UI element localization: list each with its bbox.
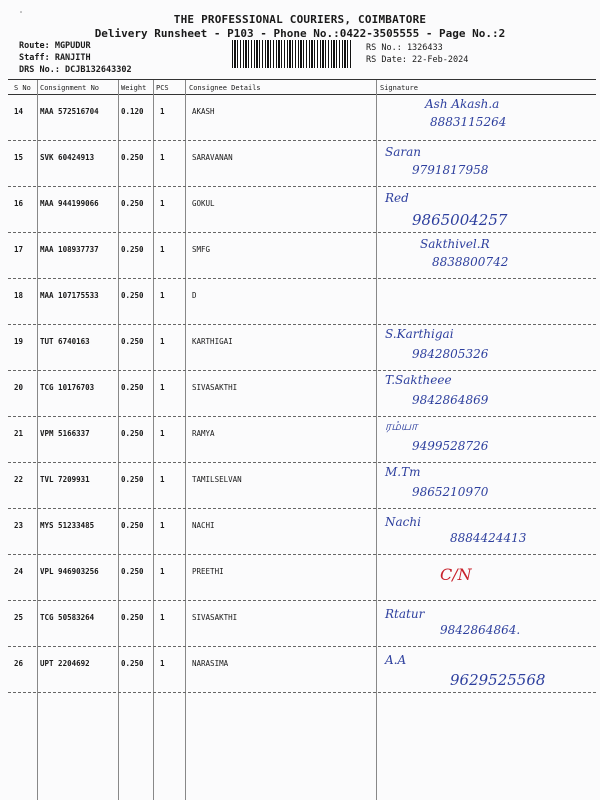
- signature-phone: 9499528726: [412, 439, 489, 453]
- signature-handwriting: Nachi: [385, 515, 421, 529]
- row-weight: 0.250: [121, 521, 144, 530]
- row-consignment: VPL 946903256: [40, 567, 99, 576]
- drs-label: DRS No.: DCJB132643302: [19, 65, 132, 75]
- table-row: [8, 187, 596, 233]
- row-sno: 20: [14, 383, 24, 392]
- row-consignee: RAMYA: [192, 429, 215, 438]
- signature-phone: 9842864869: [412, 393, 489, 407]
- row-pcs: 1: [160, 429, 165, 438]
- table-row: [8, 95, 596, 141]
- signature-handwriting: Sakthivel.R: [420, 237, 490, 251]
- table-row: [8, 555, 596, 601]
- table-row: [8, 325, 596, 371]
- row-weight: 0.250: [121, 153, 144, 162]
- row-pcs: 1: [160, 383, 165, 392]
- row-sno: 14: [14, 107, 24, 116]
- row-weight: 0.250: [121, 429, 144, 438]
- row-pcs: 1: [160, 153, 165, 162]
- signature-phone: 9842864864.: [440, 623, 521, 637]
- row-pcs: 1: [160, 337, 165, 346]
- row-weight: 0.250: [121, 567, 144, 576]
- row-consignee: GOKUL: [192, 199, 215, 208]
- row-consignee: D: [192, 291, 197, 300]
- signature-handwriting: Saran: [385, 145, 421, 159]
- row-separator: [8, 692, 596, 693]
- row-consignment: TCG 10176703: [40, 383, 95, 392]
- row-weight: 0.250: [121, 337, 144, 346]
- row-consignment: MYS 51233485: [40, 521, 95, 530]
- signature-phone: 9629525568: [450, 671, 546, 689]
- header-top-rule: [8, 79, 596, 80]
- company-title: THE PROFESSIONAL COURIERS, COIMBATORE: [173, 13, 427, 26]
- row-sno: 24: [14, 567, 24, 576]
- signature-handwriting: M.Tm: [385, 465, 421, 479]
- signature-handwriting: Red: [385, 191, 409, 205]
- row-sno: 22: [14, 475, 24, 484]
- signature-phone: 8884424413: [450, 531, 527, 545]
- signature-phone: 9842805326: [412, 347, 489, 361]
- row-pcs: 1: [160, 475, 165, 484]
- signature-handwriting: A.A: [385, 653, 407, 667]
- row-pcs: 1: [160, 291, 165, 300]
- row-sno: 16: [14, 199, 24, 208]
- row-pcs: 1: [160, 107, 165, 116]
- table-row: [8, 463, 596, 509]
- row-consignee: PREETHI: [192, 567, 224, 576]
- barcode: [232, 40, 352, 68]
- row-sno: 17: [14, 245, 24, 254]
- row-weight: 0.250: [121, 475, 144, 484]
- row-consignment: MAA 108937737: [40, 245, 99, 254]
- route-label: Route: MGPUDUR: [19, 41, 91, 51]
- row-consignment: TUT 6740163: [40, 337, 90, 346]
- row-sno: 15: [14, 153, 24, 162]
- col-consignment: Consignment No: [40, 84, 100, 92]
- row-weight: 0.250: [121, 291, 144, 300]
- row-consignment: TCG 50583264: [40, 613, 95, 622]
- runsheet-subtitle: Delivery Runsheet - P103 - Phone No.:0422-3505555 - Page No.:2: [94, 27, 506, 40]
- row-consignment: MAA 572516704: [40, 107, 99, 116]
- row-pcs: 1: [160, 567, 165, 576]
- signature-phone: 8838800742: [432, 255, 509, 269]
- corner-mark: ˙: [18, 11, 25, 22]
- row-weight: 0.250: [121, 613, 144, 622]
- signature-handwriting: Ash Akash.a: [425, 97, 500, 111]
- row-sno: 25: [14, 613, 24, 622]
- row-consignee: NARASIMA: [192, 659, 229, 668]
- row-pcs: 1: [160, 245, 165, 254]
- signature-handwriting: S.Karthigai: [385, 327, 454, 341]
- row-weight: 0.250: [121, 659, 144, 668]
- row-weight: 0.250: [121, 383, 144, 392]
- signature-handwriting: ரம்யா: [385, 419, 418, 433]
- col-consignee: Consignee Details: [189, 84, 261, 92]
- row-consignment: TVL 7209931: [40, 475, 90, 484]
- row-consignment: MAA 944199066: [40, 199, 99, 208]
- row-consignee: SMFG: [192, 245, 211, 254]
- row-consignee: TAMILSELVAN: [192, 475, 242, 484]
- table-row: [8, 279, 596, 325]
- table-row: [8, 141, 596, 187]
- col-signature: Signature: [380, 84, 418, 92]
- table-row: [8, 371, 596, 417]
- row-sno: 19: [14, 337, 24, 346]
- row-pcs: 1: [160, 613, 165, 622]
- row-consignee: SIVASAKTHI: [192, 383, 238, 392]
- row-sno: 21: [14, 429, 24, 438]
- row-consignment: VPM 5166337: [40, 429, 90, 438]
- col-weight: Weight: [121, 84, 147, 92]
- signature-handwriting: C/N: [440, 565, 472, 584]
- row-consignee: NACHI: [192, 521, 215, 530]
- signature-handwriting: T.Saktheee: [385, 373, 452, 387]
- signature-phone: 9865004257: [412, 211, 508, 229]
- row-weight: 0.250: [121, 245, 144, 254]
- row-consignee: SIVASAKTHI: [192, 613, 238, 622]
- row-consignee: AKASH: [192, 107, 215, 116]
- row-consignment: MAA 107175533: [40, 291, 99, 300]
- row-pcs: 1: [160, 199, 165, 208]
- staff-label: Staff: RANJITH: [19, 53, 91, 63]
- table-row: [8, 417, 596, 463]
- row-sno: 18: [14, 291, 24, 300]
- signature-phone: 8883115264: [430, 115, 507, 129]
- signature-phone: 9865210970: [412, 485, 489, 499]
- row-sno: 23: [14, 521, 24, 530]
- col-sno: S No: [14, 84, 31, 92]
- rs-number: RS No.: 1326433: [366, 43, 443, 53]
- row-consignee: KARTHIGAI: [192, 337, 233, 346]
- row-pcs: 1: [160, 521, 165, 530]
- col-pcs: PCS: [156, 84, 169, 92]
- rs-date: RS Date: 22-Feb-2024: [366, 55, 469, 65]
- row-weight: 0.250: [121, 199, 144, 208]
- row-weight: 0.120: [121, 107, 144, 116]
- signature-handwriting: Rtatur: [385, 607, 425, 621]
- row-consignee: SARAVANAN: [192, 153, 233, 162]
- row-consignment: SVK 60424913: [40, 153, 95, 162]
- row-sno: 26: [14, 659, 24, 668]
- signature-phone: 9791817958: [412, 163, 489, 177]
- row-consignment: UPT 2204692: [40, 659, 90, 668]
- row-pcs: 1: [160, 659, 165, 668]
